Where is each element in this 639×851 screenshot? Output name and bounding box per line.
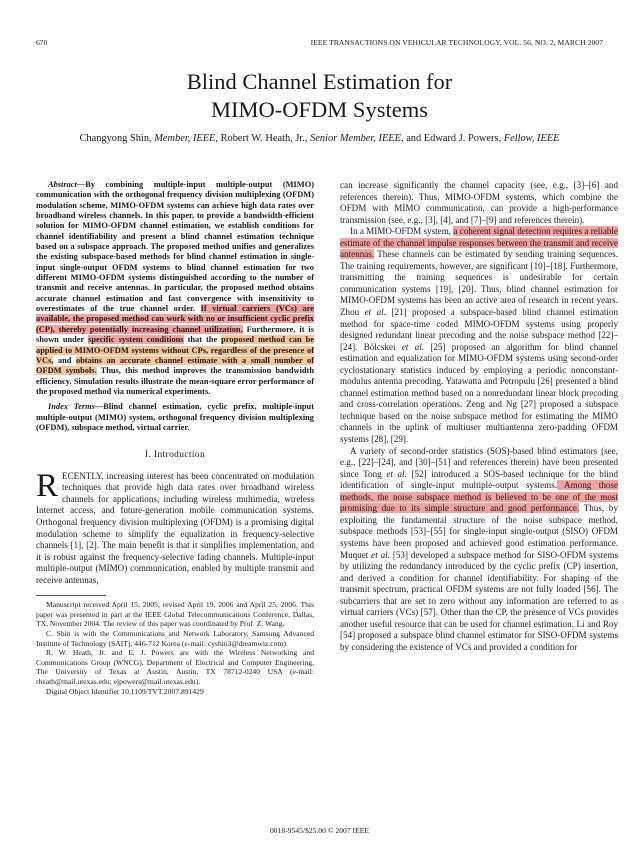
intro-paragraph bbox=[36, 467, 314, 586]
author-list bbox=[0, 133, 639, 144]
highlight-noise-subspace: Among those methods, the noise subspace method is believed to be one of the most promising due to its simple structure and good performance. bbox=[340, 480, 618, 514]
author-2-role: Senior Member, IEEE bbox=[310, 133, 401, 144]
abstract-label: Abstract bbox=[48, 180, 77, 189]
right-p3-text-b: [52] introduced a SOS-based technique for the blind identification of single-input multiple-output systems. bbox=[340, 468, 618, 491]
right-paragraph-1: can increase significantly the channel capacity (see, e.g., [3]–[6] and references therein). Thus, MIMO-OFDM systems, which combine the OFDM with MIMO communication, can provide a high-performance transmission (see, e.g., [3], [4], and [7]–[9] and references therein). bbox=[340, 180, 618, 225]
etal-3: et al. bbox=[386, 468, 407, 479]
abstract-text-1: —By combining multiple-input multiple-output (MIMO) communication with the orthogonal frequency division multiplexing (OFDM) modulation scheme, MIMO-OFDM systems can achieve high data rates over broadband wireless channels. In this paper, to provide a bandwidth-efficient solution for MIMO-OFDM channel estimation, we establish conditions for channel identifiability and present a blind channel estimation technique based on a subspace approach. The proposed method unifies and generalizes the existing subspace-based methods for blind channel estimation in single-input single-output OFDM systems to blind channel estimation for two different MIMO-OFDM systems distinguished according to the number of transmit and receive antennas. In particular, the proposed method obtains accurate channel estimation and fast convergence with insensitivity to overestimates of the true channel order. bbox=[36, 180, 314, 314]
abstract bbox=[36, 180, 314, 397]
journal-header: IEEE TRANSACTIONS ON VEHICULAR TECHNOLOGY, VOL. 56, NO. 2, MARCH 2007 bbox=[310, 38, 603, 47]
drop-cap: R bbox=[36, 467, 59, 504]
highlight-small-symbols: obtains an accurate channel estimate with a small number of OFDM symbols. bbox=[36, 355, 314, 376]
intro-text: ECENTLY, increasing interest has been concentrated on modulation techniques that provide high data rates over broadband wireless channels for applications, including wireless multimedia, wireless Internet access, and future-generation mobile communication systems. Orthogonal frequency division multiplexing (OFDM) is a promising digital modulation scheme to simplify the equalization in frequency-selective channels [1], [2]. The main benefit is that it simplifies implementation, and it is robust against the frequency-selective fading channels. Multiple-input multiple-output (MIMO) communication, enabled by multiple transmit and receive antennas, bbox=[36, 470, 314, 585]
etal-4: et al. bbox=[371, 549, 390, 560]
author-2: , Robert W. Heath, Jr., bbox=[215, 133, 308, 144]
right-p3-text-a: A variety of second-order statistics (SOS)-based blind estimators (see, e.g., [22]–[24], and [30]–[51] and references therein) have been presented since Tong bbox=[340, 445, 618, 479]
right-p2-text-c: [21] proposed a subspace-based blind channel estimation method for space-time coded MIMO-OFDM systems using properly designed redundant linear precoding and the noise subspace method [22]–[24]. Bölcskei bbox=[340, 307, 618, 352]
right-p2-text-b: These channels can be estimated by sending training sequences. The training requirements, however, are significant [10]–[18]. Furthermore, transmitting the training sequences is undesirable for certain communication systems [19], [20]. Thus, blind channel estimation for MIMO-OFDM systems has been an active area of research in recent years. Zhou bbox=[340, 249, 618, 318]
highlight-virtual-carriers: If virtual carriers (VCs) are available, the proposed method can work with no or insufficient cyclic prefix (CP), thereby potentially increasing channel utilization. bbox=[36, 304, 314, 334]
footnote-rule bbox=[36, 595, 106, 596]
page-number: 670 bbox=[36, 38, 48, 47]
title-line-2: MIMO-OFDM Systems bbox=[211, 97, 428, 122]
footnote-doi: Digital Object Identifier 10.1109/TVT.2007.891429 bbox=[46, 686, 204, 696]
author-1-role: Member, IEEE bbox=[154, 133, 216, 144]
title-line-1: Blind Channel Estimation for bbox=[186, 69, 453, 94]
right-paragraph-2 bbox=[340, 226, 618, 445]
abstract-text-3: that the bbox=[183, 335, 222, 345]
etal-2: et al. bbox=[401, 341, 425, 352]
left-column bbox=[36, 180, 314, 696]
right-column bbox=[340, 180, 618, 653]
right-p3-text-c: Thus, by exploiting the fundamental structure of the noise subspace method, subspace methods [53]–[55] for single-input single-output (SISO) OFDM systems have been proposed and achieved good estimation performance. Muquet bbox=[340, 503, 618, 560]
right-p2-text-a: In a MIMO-OFDM system, bbox=[350, 226, 454, 237]
index-terms-label: Index Terms bbox=[48, 402, 95, 412]
footnote-manuscript: Manuscript received April 15, 2005; revised April 19, 2006 and April 25, 2006. This paper was presented in part at the IEEE Global Telecommunications Conference, Dallas, TX, November 2004. The review of this paper was coordinated by Prof. Z. Wang. bbox=[36, 600, 314, 629]
index-terms bbox=[36, 402, 314, 433]
abstract-text-4: and bbox=[53, 355, 76, 365]
right-paragraph-3 bbox=[340, 446, 618, 654]
copyright-id: 0018-9545/$25.00 © 2007 IEEE bbox=[270, 826, 369, 835]
author-1: Changyong Shin, bbox=[79, 133, 152, 144]
author-3-role: Fellow, IEEE bbox=[503, 133, 560, 144]
paper-title bbox=[0, 68, 639, 124]
section-heading: I. Introduction bbox=[144, 450, 206, 461]
right-p3-text-d: [53] developed a subspace method for SISO-OFDM systems by utilizing the redundancy introduced by the cyclic prefix (CP) insertion, and derived a condition for channel identifiability. For shaping of the transmit spectrum, practical OFDM systems are not fully loaded [56]. The subcarriers that are set to zero without any information are referred to as virtual carriers (VCs) [57]. Other than the CP, the presence of VCs provides another useful resource that can be used for channel estimation. Li and Roy [54] proposed a subspace blind channel estimator for SISO-OFDM systems by considering the existence of VCs and provided a condition for bbox=[340, 549, 618, 652]
abstract-text-2: Furthermore, it is shown under bbox=[36, 324, 314, 345]
author-3: , and Edward J. Powers, bbox=[401, 133, 502, 144]
right-p2-text-d: [25] proposed an algorithm for blind channel estimation and equalization for MIMO-OFDM systems using second-order cyclostationary statistics induced by employing a periodic nonconstant-modulus antenna precoding. Yatawatta and Petropulu [26] presented a blind channel estimation method based on a nonredundant linear block precoding and cross-correlation operations. Zeng and Ng [27] proposed a subspace technique based on the noise subspace method for estimating the MIMO channels in the uplink of multiuser multiantenna zero-padding OFDM systems [28], [29]. bbox=[340, 341, 619, 445]
index-terms-text: —Blind channel estimation, cyclic prefix, multiple-input multiple-output (MIMO) system, orthogonal frequency division multiplexing (OFDM), subspace method, virtual carrier. bbox=[36, 402, 315, 432]
highlight-system-conditions: specific system conditions bbox=[88, 335, 184, 345]
footnote-heath-powers: R. W. Heath, Jr. and E. J. Powers are with the Wireless Networking and Communications Group (WNCG), Department of Electrical and Computer Engineering, The University of Texas at Austin, Austin, TX 78712-0240 USA (e-mail: rheath@mail.utexas.edu; ejpowers@mail.utexas.edu). bbox=[36, 648, 314, 687]
highlight-coherent-detection: a coherent signal detection requires a reliable estimate of the channel impulse responses between the transmit and receive antennas. bbox=[340, 226, 618, 260]
abstract-text-5: Thus, this method improves the transmission bandwidth efficiency. Simulation results illustrate the mean-square error performance of the proposed method via numerical experiments. bbox=[36, 366, 314, 396]
highlight-without-cps: proposed method can be applied to MIMO-OFDM systems without CPs, regardless of the presence of VCs, bbox=[36, 335, 314, 365]
etal-1: et al. bbox=[364, 307, 386, 318]
footnote-shin: C. Shin is with the Communications and Network Laboratory, Samsung Advanced Institute of Technology (SAIT), 446-712 Korea (e-mail: cyshin3@dreamwiz.com). bbox=[36, 629, 314, 648]
